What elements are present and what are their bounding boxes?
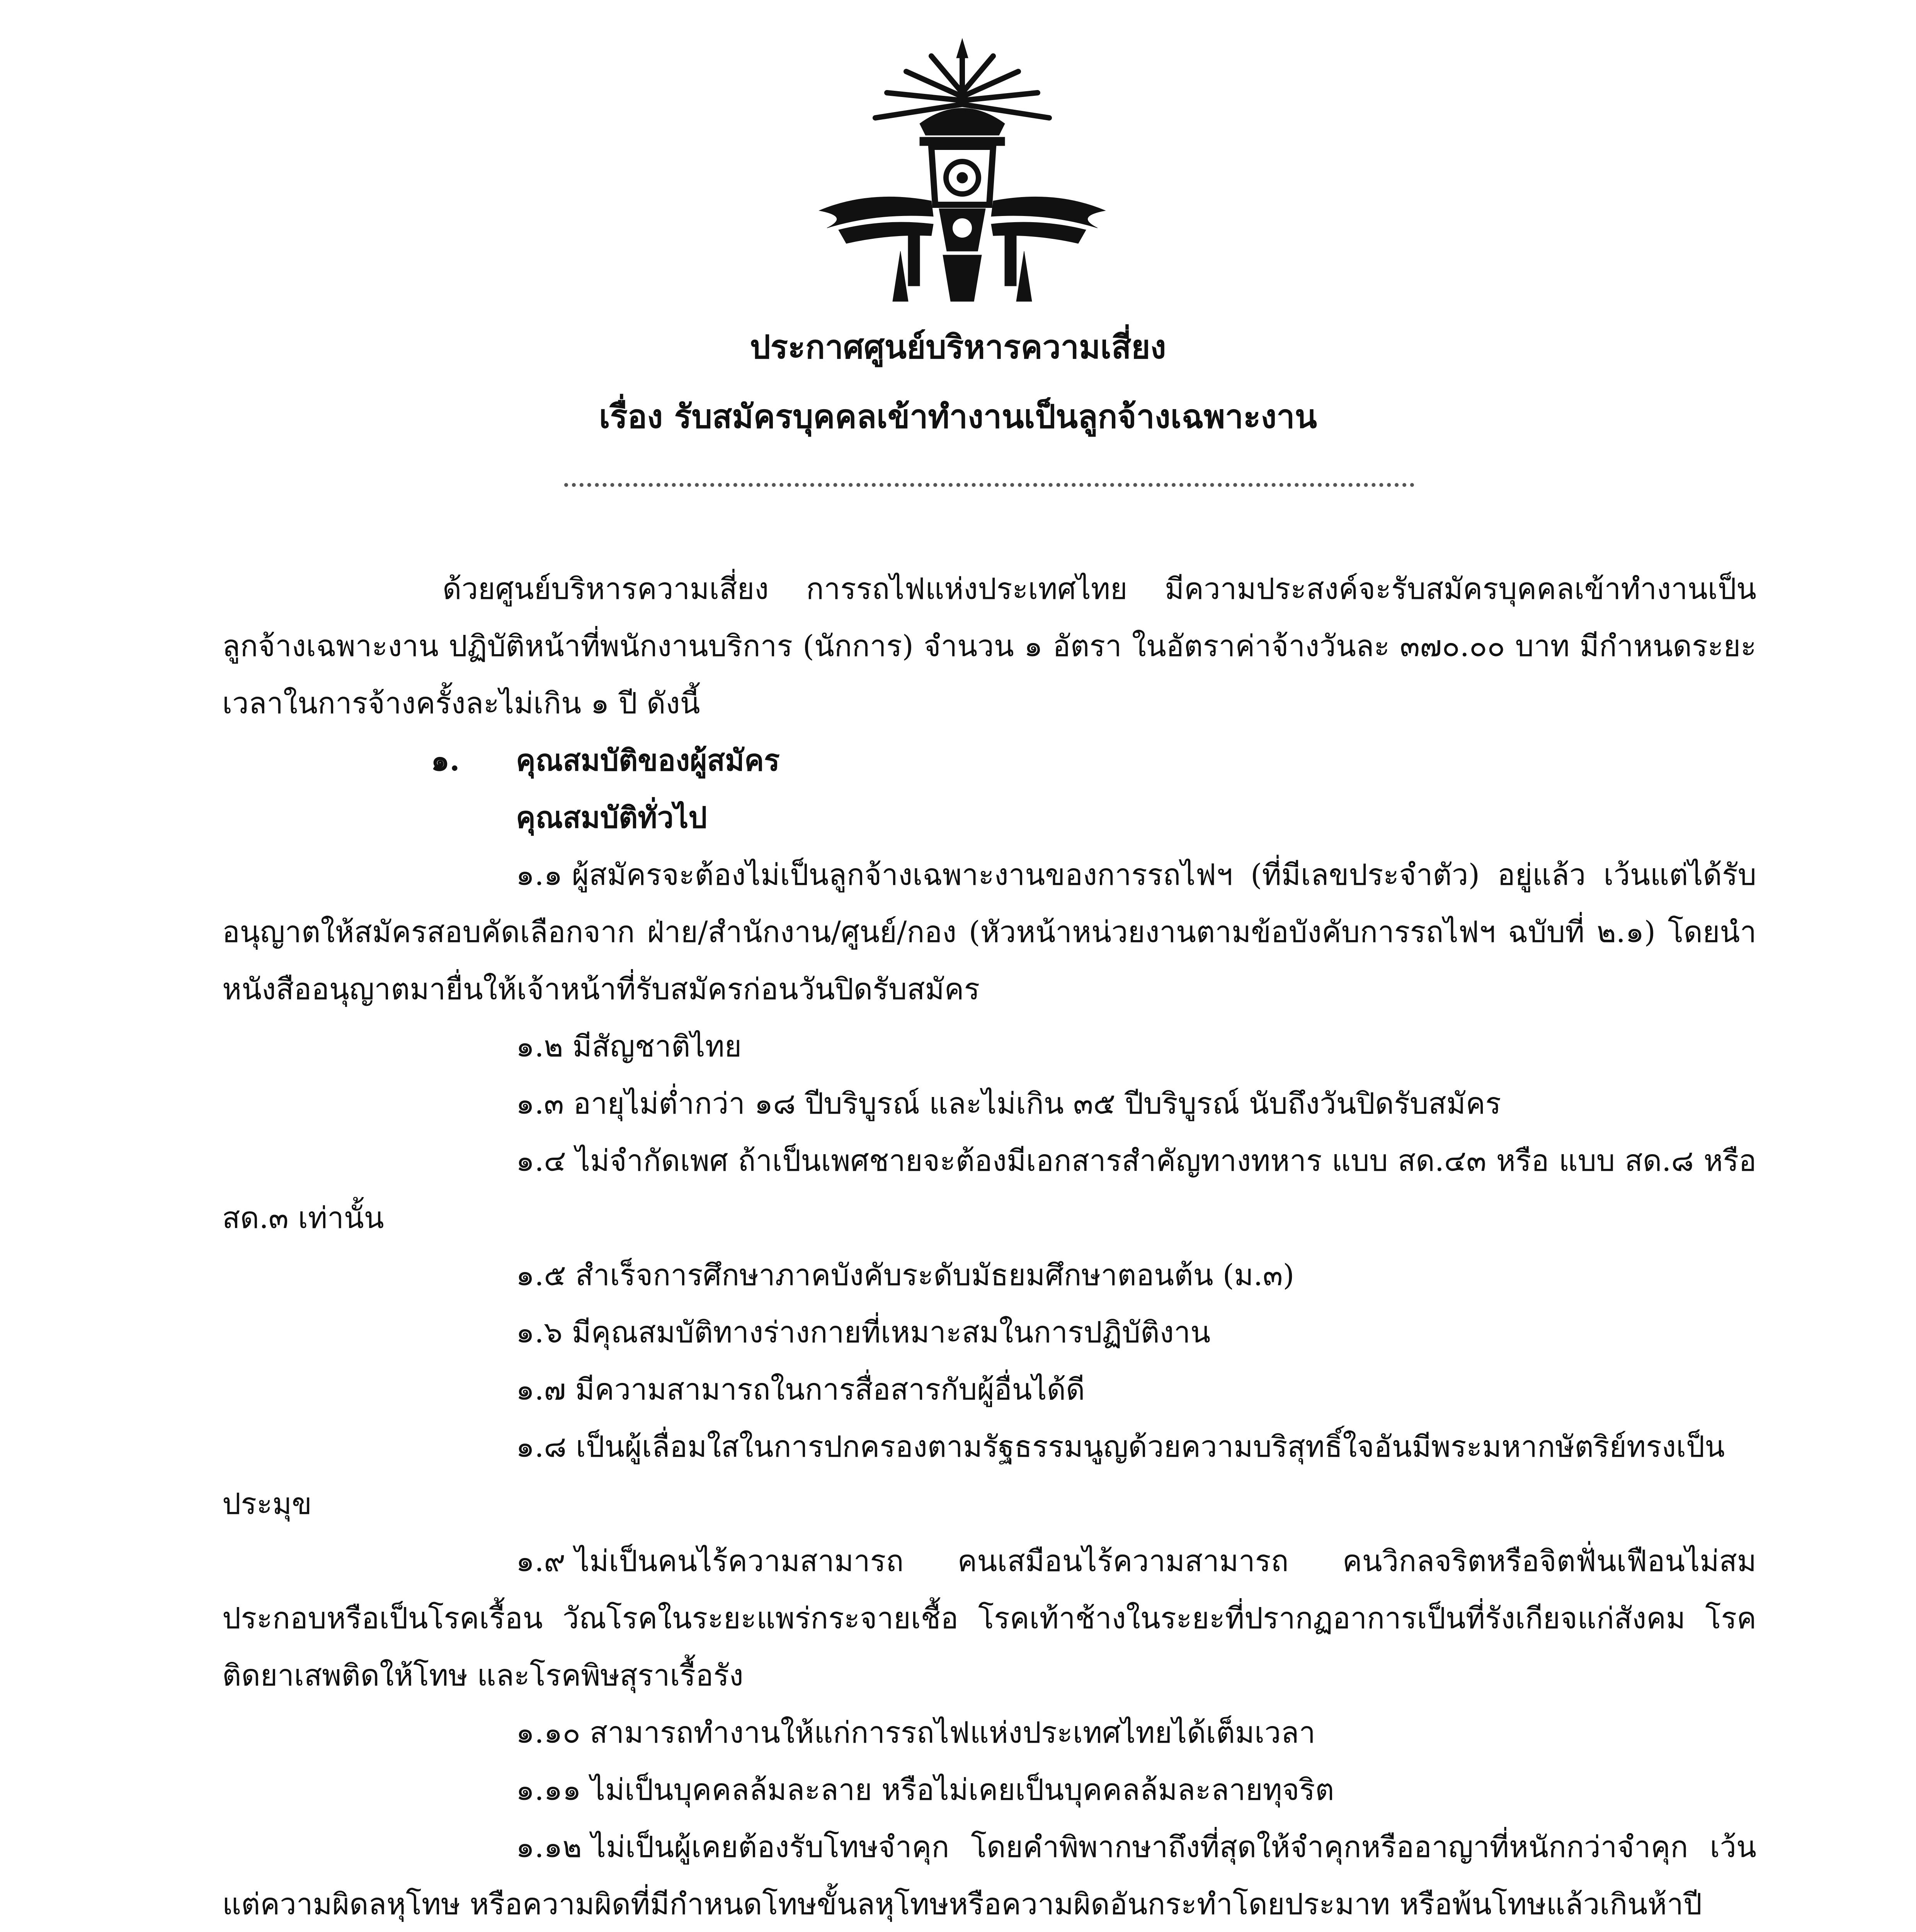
section-subheading: คุณสมบัติทั่วไป xyxy=(516,800,707,835)
item-number: ๑.๑ xyxy=(516,857,563,892)
item-text: ไม่เป็นคนไร้ความสามารถ คนเสมือนไร้ความสามารถ คนวิกลจริตหรือจิตฟั่นเฟือนไม่สมประกอบหรือเป็นโรคเรื้อน วัณโรคในระยะแพร่กระจายเชื้อ โรคเท้าช้างในระยะที่ปรากฏอาการเป็นที่รังเกียจแก่สังคม โรคติดยาเสพติดให้โทษ และโรคพิษสุราเรื้อรัง xyxy=(222,1544,1756,1692)
item-number: ๑.๓ xyxy=(516,1086,564,1121)
item-text: เป็นผู้เลื่อมใสในการปกครองตามรัฐธรรมนูญด้วยความบริสุทธิ์ใจอันมีพระมหากษัตริย์ทรงเป็นประมุข xyxy=(222,1429,1725,1521)
list-item xyxy=(222,1532,1756,1704)
section-heading-text: คุณสมบัติของผู้สมัคร xyxy=(516,743,780,777)
item-number: ๑.๖ xyxy=(516,1315,563,1349)
item-number: ๑.๘ xyxy=(516,1429,567,1464)
announcement-body xyxy=(222,560,1756,1932)
list-item xyxy=(222,1361,1756,1418)
item-number: ๑.๒ xyxy=(516,1029,563,1063)
item-text: อายุไม่ต่ำกว่า ๑๘ ปีบริบูรณ์ และไม่เกิน ๓๕ ปีบริบูรณ์ นับถึงวันปิดรับสมัคร xyxy=(573,1086,1501,1121)
list-item xyxy=(222,846,1756,1018)
list-item xyxy=(222,1304,1756,1361)
item-number: ๑.๑๑ xyxy=(516,1772,581,1807)
section-number: ๑. xyxy=(431,743,460,777)
item-number: ๑.๗ xyxy=(516,1372,566,1406)
item-number: ๑.๑๒ xyxy=(516,1830,582,1864)
announcement-subject: เรื่อง รับสมัครบุคคลเข้าทำงานเป็นลูกจ้างเฉพาะงาน xyxy=(599,397,1317,435)
list-item xyxy=(222,1704,1756,1761)
item-text: สำเร็จการศึกษาภาคบังคับระดับมัธยมศึกษาตอนต้น (ม.๓) xyxy=(575,1258,1295,1292)
item-text: ไม่เป็นผู้เคยต้องรับโทษจำคุก โดยคำพิพากษาถึงที่สุดให้จำคุกหรืออาญาที่หนักกว่าจำคุก เว้นแต่ความผิดลหุโทษ หรือความผิดที่มีกำหนดโทษขั้นลหุโทษหรือความผิดอันกระทำโดยประมาท หรือพ้นโทษแล้วเกินห้าปี xyxy=(222,1830,1756,1921)
item-text: มีความสามารถในการสื่อสารกับผู้อื่นได้ดี xyxy=(575,1372,1085,1406)
list-item xyxy=(222,1418,1756,1532)
item-text: ไม่จำกัดเพศ ถ้าเป็นเพศชายจะต้องมีเอกสารสำคัญทางทหาร แบบ สด.๔๓ หรือ แบบ สด.๘ หรือ สด.๓ เท่านั้น xyxy=(222,1143,1756,1235)
announcement-title: ประกาศศูนย์บริหารความเสี่ยง xyxy=(750,328,1166,366)
item-number: ๑.๑๐ xyxy=(516,1715,581,1750)
item-text: มีสัญชาติไทย xyxy=(572,1029,742,1063)
dotted-divider xyxy=(564,483,1414,487)
list-item xyxy=(222,1247,1756,1304)
item-number: ๑.๕ xyxy=(516,1258,566,1292)
item-text: มีคุณสมบัติทางร่างกายที่เหมาะสมในการปฏิบัติงาน xyxy=(572,1315,1211,1349)
item-text: ผู้สมัครจะต้องไม่เป็นลูกจ้างเฉพาะงานของการรถไฟฯ (ที่มีเลขประจำตัว) อยู่แล้ว เว้นแต่ได้รับอนุญาตให้สมัครสอบคัดเลือกจาก ฝ่าย/สำนักงาน/ศูนย์/กอง (หัวหน้าหน่วยงานตามข้อบังคับการรถไฟฯ ฉบับที่ ๒.๑) โดยนำหนังสืออนุญาตมายื่นให้เจ้าหน้าที่รับสมัครก่อนวันปิดรับสมัคร xyxy=(222,857,1756,1006)
section-heading xyxy=(222,732,1756,789)
list-item xyxy=(222,1075,1756,1132)
list-item xyxy=(222,1018,1756,1075)
item-text: ไม่เป็นบุคคลล้มละลาย หรือไม่เคยเป็นบุคคลล้มละลายทุจริต xyxy=(590,1772,1334,1807)
list-item xyxy=(222,1761,1756,1818)
intro-paragraph: ด้วยศูนย์บริหารความเสี่ยง การรถไฟแห่งประเทศไทย มีความประสงค์จะรับสมัครบุคคลเข้าทำงานเป็นลูกจ้างเฉพาะงาน ปฏิบัติหน้าที่พนักงานบริการ (นักการ) จำนวน ๑ อัตรา ในอัตราค่าจ้างวันละ ๓๗๐.๐๐ บาท มีกำหนดระยะเวลาในการจ้างครั้งละไม่เกิน ๑ ปี ดังนี้ xyxy=(222,571,1756,720)
item-text: สามารถทำงานให้แก่การรถไฟแห่งประเทศไทยได้เต็มเวลา xyxy=(590,1715,1315,1750)
list-item xyxy=(222,1132,1756,1247)
state-railway-of-thailand-emblem-icon xyxy=(804,35,1121,305)
item-number: ๑.๔ xyxy=(516,1143,566,1178)
list-item xyxy=(222,1818,1756,1932)
item-number: ๑.๙ xyxy=(516,1544,566,1578)
